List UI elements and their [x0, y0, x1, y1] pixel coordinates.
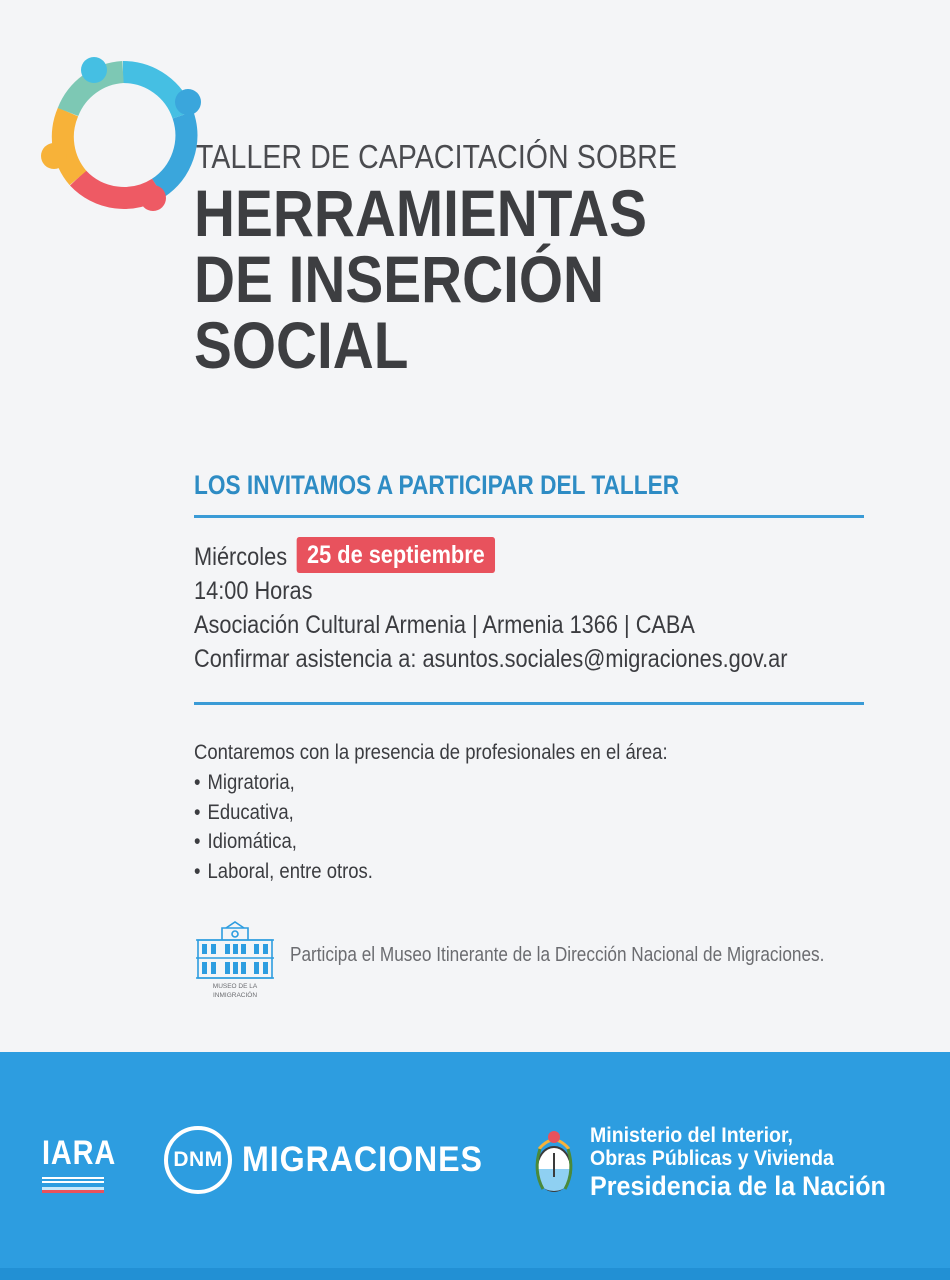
workshop-title — [194, 176, 648, 382]
svg-text:INMIGRACIÓN: INMIGRACIÓN — [212, 992, 258, 999]
list-item-label: Educativa, — [207, 800, 294, 824]
title-line: HERRAMIENTAS — [194, 176, 648, 250]
presidency-line: Presidencia de la Nación — [590, 1171, 886, 1201]
bullet: • — [194, 800, 201, 824]
professionals-section — [194, 738, 732, 886]
event-details — [194, 540, 876, 676]
title-line: SOCIAL — [194, 308, 409, 382]
bullet: • — [194, 859, 201, 883]
divider — [194, 515, 864, 518]
title-line: DE INSERCIÓN — [194, 242, 604, 316]
list-item — [194, 768, 668, 798]
date-badge: 25 de septiembre — [297, 537, 496, 573]
day-label: Miércoles — [194, 543, 288, 571]
list-item — [194, 827, 668, 857]
professionals-list — [194, 768, 732, 886]
svg-text:MUSEO DE LA: MUSEO DE LA — [212, 983, 258, 990]
rsvp-line: Confirmar asistencia a: asuntos.sociales@migraciones.gov.ar — [194, 645, 788, 673]
invite-heading: LOS INVITAMOS A PARTICIPAR DEL TALLER — [194, 470, 680, 500]
footer-strip — [0, 1268, 950, 1280]
divider — [194, 702, 864, 705]
ministry-line: Obras Públicas y Vivienda — [590, 1147, 834, 1170]
dnm-circle-icon — [164, 1126, 232, 1194]
museum-note: Participa el Museo Itinerante de la Dirección Nacional de Migraciones. — [290, 944, 825, 966]
date-line — [194, 540, 787, 574]
iara-logo — [42, 1134, 117, 1200]
bullet: • — [194, 830, 201, 853]
workshop-subtitle: TALLER DE CAPACITACIÓN SOBRE — [196, 138, 678, 175]
professionals-intro: Contaremos con la presencia de profesionales en el área: — [194, 741, 668, 764]
bullet: • — [194, 771, 201, 794]
ministry-logo — [590, 1124, 908, 1202]
venue-line: Asociación Cultural Armenia | Armenia 1366 | CABA — [194, 611, 695, 639]
list-item-label: Migratoria, — [207, 771, 295, 794]
dnm-abbreviation: DNM — [173, 1148, 223, 1171]
people-circle-logo-icon — [38, 50, 208, 220]
iara-flag-icon — [42, 1173, 104, 1195]
list-item-label: Idiomática, — [207, 830, 297, 853]
list-item — [194, 798, 668, 828]
time-line: 14:00 Horas — [194, 577, 313, 605]
museum-building-icon — [192, 920, 278, 1002]
migraciones-name: MIGRACIONES — [242, 1140, 483, 1179]
iara-logo-text: IARA — [42, 1134, 117, 1172]
ministry-line: Ministerio del Interior, — [590, 1124, 793, 1147]
argentina-shield-icon — [531, 1127, 577, 1197]
list-item-label: Laboral, entre otros. — [207, 859, 373, 883]
list-item — [194, 857, 668, 887]
